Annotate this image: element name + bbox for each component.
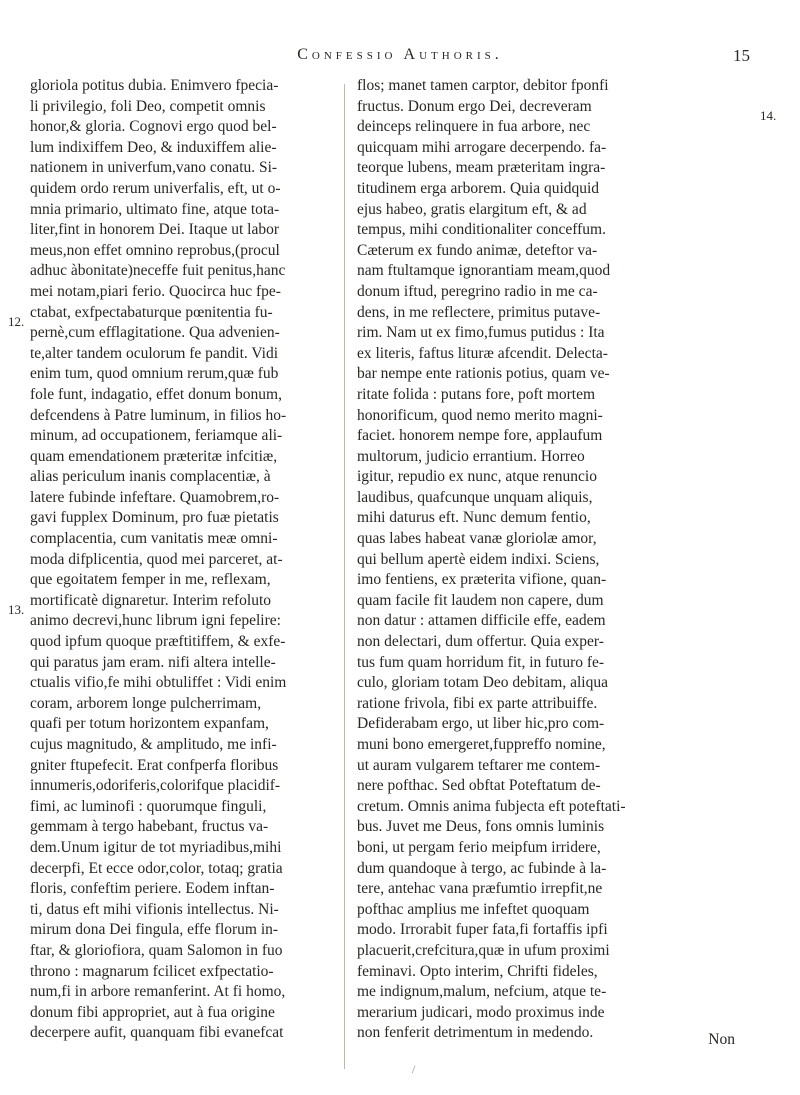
- text-line: non delectari, dum offertur. Quia exper-: [357, 633, 604, 651]
- text-line: teorque lubens, meam præteritam ingra-: [357, 159, 606, 177]
- text-line: placuerit,crefcitura,quæ in ufum proximi: [357, 941, 610, 959]
- text-line: ex literis, faftus lituræ afcendit. Delecta-: [357, 344, 608, 362]
- text-line: feminavi. Opto interim, Chrifti fideles,: [357, 962, 598, 980]
- column-divider: [344, 84, 345, 1069]
- text-line: modo. Irrorabit fuper fata,fi fortaffis ipfi: [357, 921, 608, 939]
- text-line: culo, gloriam totam Deo debitam, aliqua: [357, 674, 608, 692]
- left-column: [30, 76, 350, 1044]
- text-line: num,fi in arbore remanferint. At fi homo,: [30, 983, 286, 1001]
- text-line: igitur, repudio ex nunc, atque renuncio: [357, 468, 597, 486]
- text-line: enim tum, quod omnium rerum,quæ fub: [30, 365, 279, 383]
- text-line: cretum. Omnis anima fubjecta eft poteftati-: [357, 797, 626, 815]
- text-line: donum iftud, peregrino radio in me ca-: [357, 282, 598, 300]
- text-line: non fenferit detrimentum in medendo.: [357, 1024, 594, 1042]
- catchword: Non: [708, 1031, 735, 1048]
- text-line: muni bono emergeret,fuppreffo nomine,: [357, 736, 606, 753]
- text-line: animo decrevi,hunc librum igni fepelire:: [30, 612, 281, 630]
- text-line: defcendens à Patre luminum, in filios ho-: [30, 406, 287, 424]
- text-line: laudibus, quafcunque unquam aliquis,: [357, 488, 593, 506]
- text-line: ritate folida : putans fore, poft mortem: [357, 385, 596, 403]
- page-header: [0, 40, 800, 70]
- text-line: gemmam à tergo habebant, fructus va-: [30, 818, 269, 836]
- text-line: honor,& gloria. Cognovi ergo quod bel-: [30, 118, 277, 136]
- right-column: [357, 76, 677, 1044]
- text-line: complacentia, cum vanitatis meæ omni-: [30, 530, 278, 548]
- text-line: cujus magnitudo, & amplitudo, me infi-: [30, 736, 277, 753]
- text-line: ejus habeo, gratis elargitum eft, & ad: [357, 200, 587, 218]
- text-line: boni, ut pergam ferio meipfum irridere,: [357, 838, 601, 856]
- text-line: tere, antehac vana præfumtio irrepfit,ne: [357, 880, 603, 898]
- text-line: deinceps relinquere in fua arbore, nec: [357, 118, 591, 136]
- text-line: titudinem erga arborem. Quia quidquid: [357, 179, 600, 197]
- text-line: quidem ordo rerum univerfalis, eft, ut o-: [30, 179, 281, 197]
- margin-number: 13.: [8, 602, 25, 617]
- text-line: quod ipfum quoque præftitiffem, & exfe-: [30, 633, 286, 651]
- text-line: me indignum,malum, nefcium, atque te-: [357, 983, 607, 1001]
- text-line: qui bellum apertè eidem indixi. Sciens,: [357, 550, 600, 568]
- text-line: dem.Unum igitur de tot myriadibus,mihi: [30, 838, 282, 856]
- text-line: gniter ftupefecit. Erat confperfa floribus: [30, 756, 279, 774]
- text-line: donum fibi appropriet, aut à fua origine: [30, 1003, 275, 1021]
- text-line: alias periculum inanis complacentiæ, à: [30, 468, 271, 486]
- text-line: quafi per totum horizontem expanfam,: [30, 715, 269, 733]
- text-line: latere fubinde infeftare. Quamobrem,ro-: [30, 488, 280, 506]
- text-line: quam facile fit laudem non capere, dum: [357, 591, 604, 609]
- text-line: dum quandoque à tergo, ac fubinde à la-: [357, 859, 607, 877]
- text-line: fole funt, indagatio, effet donum bonum,: [30, 385, 282, 403]
- text-line: coram, arborem longe pulcherrimam,: [30, 694, 262, 712]
- margin-number: 12.: [8, 314, 25, 329]
- text-line: liter,fint in honorem Dei. Itaque ut labor: [30, 221, 280, 239]
- text-line: throno : magnarum fcilicet exfpectatio-: [30, 962, 274, 980]
- margin-number: 14.: [760, 108, 777, 123]
- text-line: pernè,cum efflagitatione. Qua advenien-: [30, 324, 280, 342]
- text-line: floris, confeftim periere. Eodem inftan-: [30, 880, 275, 898]
- text-line: Defiderabam ergo, ut liber hic,pro com-: [357, 715, 605, 733]
- text-line: ratione frivola, fibi ex parte attribuiffe.: [357, 694, 598, 712]
- text-line: que egoitatem femper in me, reflexam,: [30, 571, 271, 589]
- text-line: faciet. honorem nempe fore, applaufum: [357, 427, 603, 445]
- text-line: quicquam mihi arrogare decerpendo. fa-: [357, 138, 607, 156]
- text-line: imo fentiens, ex præterita vifione, quan-: [357, 571, 607, 589]
- text-line: adhuc àbonitate)neceffe fuit penitus,hanc: [30, 262, 286, 280]
- text-line: tempus, mihi conditionaliter conceffum.: [357, 221, 606, 239]
- text-line: gloriola potitus dubia. Enimvero fpecia-: [30, 77, 279, 94]
- text-line: ftar, & gloriofiora, quam Salomon in fuo: [30, 941, 283, 959]
- text-line: bus. Juvet me Deus, fons omnis luminis: [357, 818, 605, 836]
- text-line: honorificum, quod nemo merito magni-: [357, 406, 603, 424]
- text-line: fructus. Donum ergo Dei, decreveram: [357, 97, 592, 115]
- running-title: Confessio Authoris.: [297, 46, 503, 63]
- text-line: moda difplicentia, quod mei parceret, at-: [30, 550, 283, 568]
- text-line: gavi fupplex Dominum, pro fuæ pietatis: [30, 509, 279, 527]
- text-line: pofthac amplius me infeftet quoquam: [357, 900, 590, 918]
- page-number: 15: [733, 46, 750, 65]
- text-line: ctualis vifio,fe mihi obtuliffet : Vidi enim: [30, 674, 287, 692]
- text-line: qui paratus jam eram. nifi altera intelle-: [30, 653, 276, 671]
- text-line: meus,non effet omnino reprobus,(procul: [30, 241, 280, 259]
- text-line: mnia primario, ultimato fine, atque tota-: [30, 200, 280, 218]
- text-line: ut auram vulgarem teftarer me contem-: [357, 756, 601, 774]
- text-line: quam emendationem præteritæ infcitiæ,: [30, 447, 278, 465]
- text-line: li privilegio, foli Deo, competit omnis: [30, 97, 266, 115]
- text-line: merarium judicari, modo proximus inde: [357, 1003, 605, 1021]
- text-line: minum, ad occupationem, feriamque ali-: [30, 427, 283, 445]
- text-line: tus fum quam horridum fit, in futuro fe-: [357, 653, 605, 671]
- text-line: bar nempe ente rationis potius, quam ve-: [357, 365, 610, 383]
- text-line: mihi daturus eft. Nunc demum fentio,: [357, 509, 591, 527]
- text-line: quas labes habeat vanæ gloriolæ amor,: [357, 530, 597, 548]
- text-line: nere pofthac. Sed obftat Poteftatum de-: [357, 777, 601, 795]
- text-line: fimi, ac luminofi : quorumque finguli,: [30, 797, 267, 815]
- text-line: decerpfi, Et ecce odor,color, totaq; gratia: [30, 859, 283, 877]
- text-line: ctabat, exfpectabaturque pœnitentia fu-: [30, 303, 273, 321]
- text-line: rim. Nam ut ex fimo,fumus putidus : Ita: [357, 324, 605, 342]
- text-line: mirum dona Dei fingula, effe florum in-: [30, 921, 279, 939]
- text-line: decerpere aufit, quanquam fibi evanefcat: [30, 1024, 284, 1042]
- text-line: Cæterum ex fundo animæ, deteftor va-: [357, 241, 598, 259]
- text-line: innumeris,odoriferis,colorifque placidif-: [30, 777, 281, 795]
- text-line: multorum, judicio errantium. Horreo: [357, 447, 585, 465]
- text-line: dens, in me reflectere, primitus putave-: [357, 303, 601, 321]
- text-line: non datur : attamen difficile effe, eadem: [357, 612, 606, 630]
- text-line: mortificatè dignaretur. Interim refoluto: [30, 591, 272, 609]
- text-line: lum indixiffem Deo, & induxiffem alie-: [30, 138, 277, 156]
- stray-mark: /: [412, 1062, 416, 1076]
- text-line: ti, datus eft mihi vifionis intellectus. Ni-: [30, 900, 279, 918]
- text-line: nam ftultamque ignorantiam meam,quod: [357, 262, 611, 280]
- text-line: te,alter tandem oculorum fe pandit. Vidi: [30, 344, 278, 362]
- text-line: nationem in univerfum,vano conatu. Si-: [30, 159, 278, 177]
- text-line: flos; manet tamen carptor, debitor fponfi: [357, 77, 609, 94]
- text-line: mei notam,piari ferio. Quocirca huc fpe-: [30, 282, 281, 300]
